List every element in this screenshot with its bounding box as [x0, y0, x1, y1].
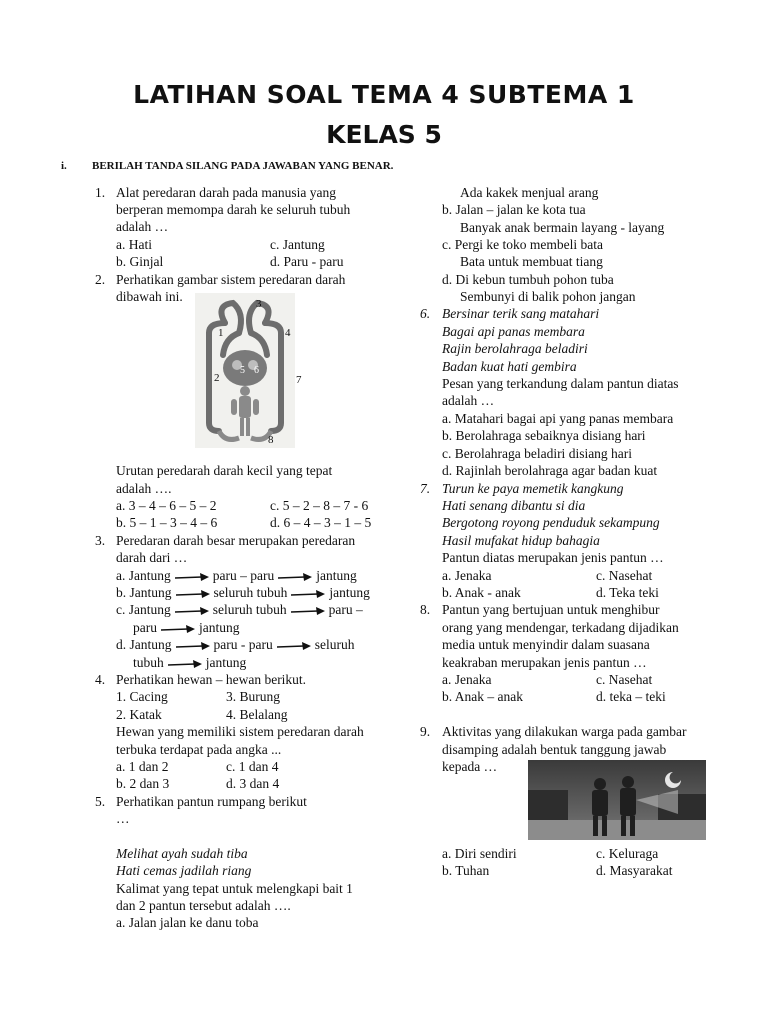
night-patrol-image — [528, 760, 706, 840]
q9-number: 9. — [420, 724, 431, 739]
q2-text-4: adalah …. — [116, 481, 172, 496]
q9-text-1: Aktivitas yang dilakukan warga pada gambar — [442, 724, 687, 739]
q5-verse-1: Melihat ayah sudah tiba — [116, 846, 248, 861]
arrow-right-icon — [291, 589, 325, 599]
arrow-right-icon — [176, 641, 210, 651]
arrow-right-icon — [175, 606, 209, 616]
q5-option-b: b. Jalan – jalan ke kota tua — [442, 202, 586, 217]
q6-verse-4: Badan kuat hati gembira — [442, 359, 577, 374]
q3-d-mid: paru - paru — [213, 637, 273, 652]
q6-verse-1: Bersinar terik sang matahari — [442, 306, 600, 321]
section-number: i. — [61, 160, 67, 172]
arrow-right-icon — [168, 659, 202, 669]
q1-text-3: adalah … — [116, 219, 169, 234]
q5-number: 5. — [95, 794, 106, 809]
arrow-right-icon — [176, 589, 210, 599]
q4-item-2: 2. Katak — [116, 707, 162, 722]
q2-text-3: Urutan peredarah darah kecil yang tepat — [116, 463, 333, 478]
arrow-right-icon — [278, 572, 312, 582]
q7-option-d: d. Teka teki — [596, 585, 659, 600]
q5-option-c-line2: Bata untuk membuat tiang — [460, 254, 603, 269]
q2-option-d: d. 6 – 4 – 3 – 1 – 5 — [270, 515, 372, 530]
q1-number: 1. — [95, 185, 106, 200]
q9-option-d: d. Masyarakat — [596, 863, 673, 878]
figure-label-2: 2 — [214, 372, 220, 384]
q1-text-2: berperan memompa darah ke seluruh tubuh — [116, 202, 351, 217]
q5-option-d: d. Di kebun tumbuh pohon tuba — [442, 272, 614, 287]
q2-option-b: b. 5 – 1 – 3 – 4 – 6 — [116, 515, 218, 530]
figure-label-5: 5 — [240, 365, 245, 376]
q3-a-from: a. Jantung — [116, 568, 171, 583]
q3-c-to: paru – — [328, 602, 363, 617]
q7-verse-3: Bergotong royong penduduk sekampung — [442, 515, 660, 530]
figure-label-8: 8 — [268, 434, 274, 446]
q3-b-mid: seluruh tubuh — [213, 585, 288, 600]
q5-option-d-line2: Sembunyi di balik pohon jangan — [460, 289, 636, 304]
q6-verse-3: Rajin berolahraga beladiri — [442, 341, 588, 356]
q3-option-d-cont — [133, 654, 246, 671]
q4-option-a: a. 1 dan 2 — [116, 759, 169, 774]
q6-option-a: a. Matahari bagai api yang panas membara — [442, 411, 674, 426]
q9-text-3: kepada … — [442, 759, 498, 774]
q8-option-c: c. Nasehat — [596, 672, 653, 687]
q5-verse-2: Hati cemas jadilah riang — [116, 863, 252, 878]
q8-text-1: Pantun yang bertujuan untuk menghibur — [442, 602, 660, 617]
q4-text-1: Perhatikan hewan – hewan berikut. — [116, 672, 307, 687]
q5-option-a: a. Jalan jalan ke danu toba — [116, 915, 259, 930]
q3-number: 3. — [95, 533, 106, 548]
q7-number: 7. — [420, 481, 431, 496]
q7-option-a: a. Jenaka — [442, 568, 492, 583]
q5-text-2: Kalimat yang tepat untuk melengkapi bait 1 — [116, 881, 353, 896]
circulatory-system-figure — [195, 293, 295, 448]
q3-b-from: b. Jantung — [116, 585, 172, 600]
q1-option-a: a. Hati — [116, 237, 152, 252]
q8-text-4: keakraban merupakan jenis pantun … — [442, 655, 647, 670]
q8-number: 8. — [420, 602, 431, 617]
q2-option-c: c. 5 – 2 – 8 – 7 - 6 — [270, 498, 369, 513]
figure-label-6: 6 — [254, 365, 259, 376]
q5-option-b-line2: Banyak anak bermain layang - layang — [460, 220, 665, 235]
q4-option-b: b. 2 dan 3 — [116, 776, 170, 791]
q8-option-a: a. Jenaka — [442, 672, 492, 687]
q7-verse-2: Hati senang dibantu si dia — [442, 498, 586, 513]
arrow-right-icon — [277, 641, 311, 651]
circulatory-diagram — [195, 293, 295, 448]
q3-option-c-cont — [133, 619, 240, 636]
q6-text-2: adalah … — [442, 393, 495, 408]
arrow-right-icon — [291, 606, 325, 616]
q3-text-2: darah dari … — [116, 550, 188, 565]
q4-option-d: d. 3 dan 4 — [226, 776, 280, 791]
night-patrol-illustration — [528, 760, 706, 840]
q5-text-3: dan 2 pantun tersebut adalah …. — [116, 898, 291, 913]
q2-number: 2. — [95, 272, 106, 287]
q5-text-1: Perhatikan pantun rumpang berikut — [116, 794, 307, 809]
q3-option-a — [116, 567, 357, 584]
q9-option-b: b. Tuhan — [442, 863, 490, 878]
q3-d-to: seluruh — [314, 637, 355, 652]
q6-option-b: b. Berolahraga sebaiknya disiang hari — [442, 428, 646, 443]
q5-dots: … — [116, 811, 130, 826]
q8-text-3: media untuk menyindir dalam suasana — [442, 637, 650, 652]
figure-label-1: 1 — [218, 327, 224, 339]
page-title: LATIHAN SOAL TEMA 4 SUBTEMA 1 — [133, 80, 635, 109]
q6-verse-2: Bagai api panas membara — [442, 324, 585, 339]
q8-option-b: b. Anak – anak — [442, 689, 523, 704]
q3-a-mid: paru – paru — [212, 568, 275, 583]
q6-number: 6. — [420, 306, 431, 321]
q3-c2-to: jantung — [199, 620, 240, 635]
q4-number: 4. — [95, 672, 106, 687]
q3-text-1: Peredaran darah besar merupakan peredaran — [116, 533, 356, 548]
q3-d-from: d. Jantung — [116, 637, 172, 652]
q9-option-a: a. Diri sendiri — [442, 846, 517, 861]
figure-label-7: 7 — [296, 374, 302, 386]
q8-text-2: orang yang mendengar, terkadang dijadikan — [442, 620, 679, 635]
q5-option-c: c. Pergi ke toko membeli bata — [442, 237, 603, 252]
q3-c-from: c. Jantung — [116, 602, 171, 617]
arrow-right-icon — [175, 572, 209, 582]
q7-option-b: b. Anak - anak — [442, 585, 521, 600]
q4-text-2: Hewan yang memiliki sistem peredaran darah — [116, 724, 364, 739]
q7-verse-4: Hasil mufakat hidup bahagia — [442, 533, 600, 548]
q3-c-mid: seluruh tubuh — [212, 602, 287, 617]
q1-option-d: d. Paru - paru — [270, 254, 344, 269]
page-subtitle: KELAS 5 — [326, 120, 442, 149]
q3-c2-from: paru — [133, 620, 157, 635]
q3-a-to: jantung — [316, 568, 357, 583]
q1-option-c: c. Jantung — [270, 237, 325, 252]
q2-text-1: Perhatikan gambar sistem peredaran darah — [116, 272, 346, 287]
right-column — [420, 0, 768, 1024]
q9-option-c: c. Keluraga — [596, 846, 659, 861]
q8-option-d: d. teka – teki — [596, 689, 666, 704]
q4-item-1: 1. Cacing — [116, 689, 168, 704]
q7-verse-1: Turun ke paya memetik kangkung — [442, 481, 624, 496]
q6-option-c: c. Berolahraga beladiri disiang hari — [442, 446, 633, 461]
q2-text-2: dibawah ini. — [116, 289, 183, 304]
q6-option-d: d. Rajinlah berolahraga agar badan kuat — [442, 463, 658, 478]
q1-text-1: Alat peredaran darah pada manusia yang — [116, 185, 337, 200]
q4-item-4: 4. Belalang — [226, 707, 288, 722]
q1-option-b: b. Ginjal — [116, 254, 164, 269]
q5-option-a-line2: Ada kakek menjual arang — [460, 185, 599, 200]
q2-option-a: a. 3 – 4 – 6 – 5 – 2 — [116, 498, 217, 513]
q4-text-3: terbuka terdapat pada angka ... — [116, 742, 282, 757]
q7-text-1: Pantun diatas merupakan jenis pantun … — [442, 550, 664, 565]
instruction-text: BERILAH TANDA SILANG PADA JAWABAN YANG BENAR. — [92, 160, 394, 172]
arrow-right-icon — [161, 624, 195, 634]
q7-option-c: c. Nasehat — [596, 568, 653, 583]
figure-label-3: 3 — [256, 298, 262, 310]
q4-option-c: c. 1 dan 4 — [226, 759, 279, 774]
q3-b-to: jantung — [329, 585, 370, 600]
q9-text-2: disamping adalah bentuk tanggung jawab — [442, 742, 667, 757]
q3-option-b — [116, 584, 370, 601]
q3-option-d — [116, 636, 354, 653]
q6-text-1: Pesan yang terkandung dalam pantun diatas — [442, 376, 679, 391]
figure-label-4: 4 — [285, 327, 291, 339]
q3-d2-from: tubuh — [133, 655, 164, 670]
q3-d2-to: jantung — [205, 655, 247, 670]
q4-item-3: 3. Burung — [226, 689, 280, 704]
q3-option-c — [116, 601, 363, 618]
